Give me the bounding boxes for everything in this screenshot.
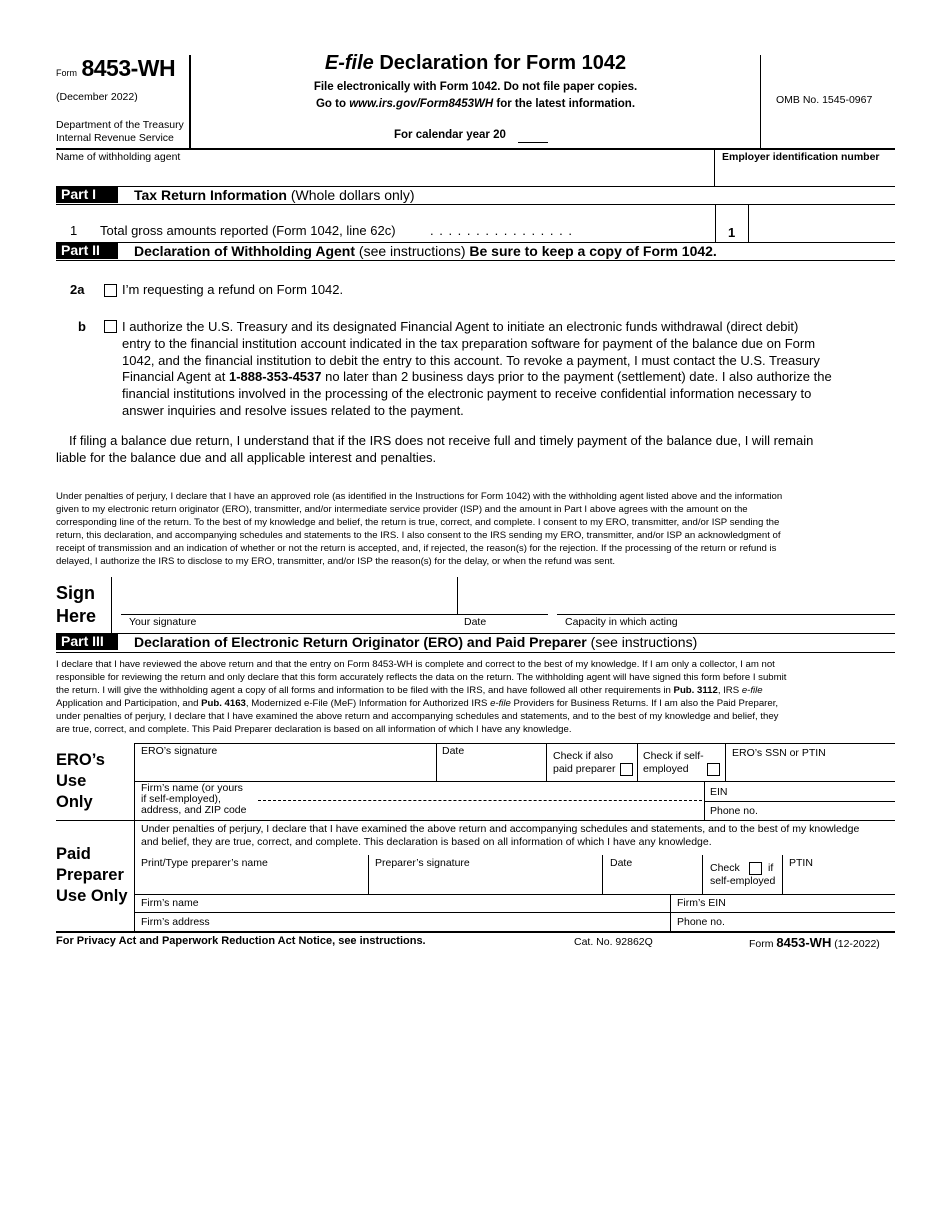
ero-signature-label: ERO’s signature [141,745,218,757]
preparer-signature-input[interactable] [369,870,602,893]
ero-firm-line-1: Firm’s name (or yours [141,782,243,794]
ero-phone-input[interactable] [765,802,895,819]
form-bottom-rule [56,931,895,933]
refund-request-label: I’m requesting a refund on Form 1042. [122,282,344,297]
title-efile: E-file [324,52,374,74]
ero-ein-label: EIN [710,786,728,798]
pub-4163-ref: Pub. 4163 [201,698,246,709]
preparer-date-check-divider [702,855,703,894]
capacity-label: Capacity in which acting [565,616,678,628]
perjury-line: given to my electronic return originator (ERO), transmitter, and/or intermediate service provider (ISP) and the amount in Part I above agrees with the amount on the [56,504,748,515]
irs-website-link[interactable]: www.irs.gov/Form8453WH [349,98,494,110]
sign-date-label: Date [464,616,487,628]
part1-tag: Part I [56,186,118,203]
withholding-agent-name-label: Name of withholding agent [56,151,181,163]
line1-box-number: 1 [728,225,736,240]
firm-name-label: Firm’s name [141,897,199,909]
check-paid-line-2: paid preparer [553,763,616,775]
ero-signature-input[interactable] [135,758,436,781]
preparer-phone-input[interactable] [735,913,895,930]
part1-bottom-rule [56,204,895,205]
your-signature-label: Your signature [129,616,197,628]
withholding-agent-name-input[interactable] [56,164,714,186]
ero-side-3: Only [56,793,93,811]
ero-use-only-heading [56,750,105,813]
preparer-name-input[interactable] [135,870,368,893]
part2-keep-copy: Be sure to keep a copy of Form 1042. [469,243,717,259]
item-2b-number: b [78,319,86,334]
ero-date-input[interactable] [437,758,546,781]
perjury-line: return, this declaration, and accompanying schedules and statements to the IRS. I also consent to the IRS sending my ERO, transmitter, and/or ISP an acknowledgment of [56,530,781,541]
preparer-signature-label: Preparer’s signature [375,857,470,869]
subtitle-latest-info: for the latest information. [493,98,636,110]
authorize-line-3: 1042, and the financial institution to debit the entry to this account. To revoke a payment, I must contact the U.S. Treasury [122,352,820,368]
footer-form-number: 8453-WH [776,935,832,950]
preparer-date-label: Date [610,857,633,869]
firm-address-input[interactable] [215,913,670,930]
authorize-line-4 [122,369,902,386]
ero-side-1: ERO’s [56,751,105,769]
refund-request-checkbox[interactable] [104,284,117,297]
ero-ssn-input[interactable] [726,762,895,781]
preparer-side-1: Paid [56,845,91,863]
pub-3112-ref: Pub. 3112 [673,685,718,696]
item-2a-number: 2a [70,282,85,297]
ero-firm-name-label [141,783,246,816]
preparer-side-2: Preparer [56,866,124,884]
check-self-employed-label [643,750,704,776]
preparer-date-input[interactable] [603,870,702,893]
ero-checks-divider [637,743,638,781]
calendar-year-input[interactable] [518,142,548,143]
firm-ein-label: Firm’s EIN [677,897,726,909]
sign-date-input[interactable] [458,578,548,614]
firm-name-input[interactable] [200,895,670,912]
form-revision: (December 2022) [56,91,138,103]
sign-here-heading [56,582,96,628]
preparer-check-if: if [768,862,774,874]
check-paid-preparer-label [553,750,615,776]
ero-decl-4c: Providers for Business Returns. If I am also the Paid Preparer, [510,698,779,709]
efile-word: e-file [741,685,763,696]
part3-title-note: (see instructions) [586,634,698,650]
part3-tag: Part III [56,633,118,650]
part1-title [134,187,415,203]
perjury-line: corresponding line of the return. To the best of my knowledge and belief, the return is true, correct, and complete. I consent to my ERO, transmitter, and/or ISP sending the [56,517,780,528]
sign-word: Sign [56,583,95,603]
firm-address-label: Firm’s address [141,916,210,928]
preparer-top-rule [56,820,895,821]
withholding-agent-signature-input[interactable] [112,578,457,614]
part2-title-note: (see instructions) [355,243,470,259]
ero-phone-label: Phone no. [710,805,758,817]
authorize-line-4a: Financial Agent at [122,369,229,385]
perjury-statement [56,490,906,568]
ero-ein-input[interactable] [735,783,895,800]
part1-title-note: (Whole dollars only) [286,187,415,203]
paid-preparer-heading [56,844,128,907]
preparer-ptin-label: PTIN [789,857,813,869]
footer-revision: (12-2022) [831,938,880,950]
subtitle-go-to: Go to [315,98,350,110]
perjury-line: delayed, I authorize the IRS to disclose to my ERO, transmitter, and/or ISP the reason(s) for the delay, or when the refund was sent. [56,556,616,567]
header-bottom-rule [56,148,895,150]
footer-form-id [749,934,880,952]
line1-leader-dots: . . . . . . . . . . . . . . . . [430,223,573,238]
authorize-withdrawal-checkbox[interactable] [104,320,117,333]
balance-due-line-2: liable for the balance due and all applicable interest and penalties. [56,450,437,465]
capacity-input[interactable] [557,578,895,614]
part2-bottom-rule [56,260,895,261]
line1-amount-input[interactable] [749,206,895,242]
form-word: Form [56,68,77,78]
authorize-line-5: financial institutions involved in the processing of the electronic payment to receive confidential information necessary to [122,386,812,402]
employer-id-input[interactable] [715,164,895,186]
ero-firm-line-2: if self-employed), [141,793,221,805]
check-self-line-1: Check if self- [643,750,704,762]
ero-top-rule [134,743,895,744]
privacy-notice: For Privacy Act and Paperwork Reduction Act Notice, see instructions. [56,935,426,947]
preparer-perjury-line-2: and belief, they are true, correct, and complete. This declaration is based on all information of which I have any knowledge. [141,836,712,848]
line1-label: Total gross amounts reported (Form 1042, line 62c) [100,223,396,238]
preparer-ptin-input[interactable] [783,870,895,893]
authorize-line-1: I authorize the U.S. Treasury and its designated Financial Agent to initiate an electronic funds withdrawal (direct debit) [122,319,799,334]
paid-preparer-checkbox[interactable] [620,763,633,776]
part1-title-main: Tax Return Information [134,187,287,203]
ero-firm-name-input[interactable] [258,800,702,801]
check-self-line-2: employed [643,763,689,775]
ero-decl-line-1: I declare that I have reviewed the above return and that the entry on Form 8453-WH is complete and correct to the best of my knowledge. If I am only a collector, I am not [56,659,775,670]
part3-bottom-rule [56,652,895,653]
ero-declaration [56,658,906,736]
form-number: 8453-WH [81,55,176,81]
part2-title [134,243,717,259]
part3-title [134,634,697,650]
ero-side-2: Use [56,772,87,790]
here-word: Here [56,606,97,626]
calendar-year-label: For calendar year 20 [394,129,506,141]
ero-firm-line-3: address, and ZIP code [141,804,247,816]
preparer-perjury-statement [141,823,859,849]
subtitle-file-electronically: File electronically with Form 1042. Do not file paper copies. [313,81,638,93]
sign-line-left [121,614,548,615]
ero-self-employed-checkbox[interactable] [707,763,720,776]
preparer-side-3: Use Only [56,887,128,905]
firm-ein-input[interactable] [735,895,895,912]
ero-decl-4b: , Modernized e-File (MeF) Information for Authorized IRS [245,698,491,709]
ero-decl-3b: , IRS [717,685,742,696]
perjury-line: Under penalties of perjury, I declare that I have an approved role (as identified in the Instructions for Form 1042) with the withholding agent listed above and the information [56,491,783,502]
line1-number: 1 [70,223,78,238]
preparer-self-employed-label: self-employed [710,875,776,887]
omb-number: OMB No. 1545-0967 [776,94,873,106]
ero-decl-line-5: under penalties of perjury, I declare that I have examined the above return and accompanying schedules and statements, and to the best of my knowledge and belief, they [56,711,779,722]
balance-due-text [56,432,906,466]
sign-line-right [557,614,895,615]
form-id-block [56,55,175,82]
preparer-self-employed-checkbox[interactable] [749,862,762,875]
title-rest: Declaration for Form 1042 [373,52,627,74]
authorize-withdrawal-text [122,319,902,420]
ero-date-check-divider [546,743,547,781]
ero-decl-3a: the return. I will give the withholding agent a copy of all forms and information to be filed with the IRS, and have followed all other requirements in [56,685,674,696]
header-divider-right [760,55,761,148]
subtitle-website [191,98,760,110]
preparer-check-word: Check [710,862,740,874]
balance-due-line-1: If filing a balance due return, I understand that if the IRS does not receive full and timely payment of the balance due, I will remain [69,433,814,448]
perjury-line: receipt of transmission and an indication of whether or not the return is accepted, and, if rejected, the reason(s) for the rejection. If the processing of the return or refund is [56,543,777,554]
employer-id-label: Employer identification number [722,151,880,163]
ero-decl-line-3 [56,684,906,697]
department-line: Department of the Treasury [56,119,184,131]
preparer-perjury-line-1: Under penalties of perjury, I declare that I have examined the above return and accompanying schedules and statements, and to the best of my knowledge [141,823,860,835]
ero-decl-line-2: responsible for reviewing the return and only declare that this form accurately reflects the data on the return. The withholding agent will have signed this form before I submit [56,672,787,683]
part3-title-main: Declaration of Electronic Return Originator (ERO) and Paid Preparer [134,634,587,650]
irs-line: Internal Revenue Service [56,132,174,144]
ero-decl-line-6: are true, correct, and complete. This Paid Preparer declaration is based on all information of which I have any knowledge. [56,724,572,735]
part2-tag: Part II [56,242,118,259]
part2-title-main: Declaration of Withholding Agent [134,243,356,259]
preparer-phone-label: Phone no. [677,916,725,928]
ero-row1-bottom-rule [134,781,895,782]
ero-ssn-label: ERO’s SSN or PTIN [732,747,826,759]
authorize-line-2: entry to the financial institution account indicated in the tax preparation software for payment of the balance due on Form [122,335,816,351]
ero-decl-4a: Application and Participation, and [56,698,202,709]
authorize-line-6: answer inquiries and resolve issues related to the payment. [122,402,464,418]
preparer-name-label: Print/Type preparer’s name [141,857,268,869]
authorize-line-4b: no later than 2 business days prior to the payment (settlement) date. I also authorize the [321,369,832,385]
ero-date-label: Date [442,745,465,757]
financial-agent-phone: 1-888-353-4537 [228,369,322,385]
line1-box-left [715,205,716,243]
form-title [191,52,760,75]
efile-word: e-file [490,698,511,709]
footer-form-word: Form [749,938,777,950]
ero-decl-line-4 [56,697,906,710]
catalog-number: Cat. No. 92862Q [574,936,653,948]
check-paid-line-1: Check if also [553,750,614,762]
